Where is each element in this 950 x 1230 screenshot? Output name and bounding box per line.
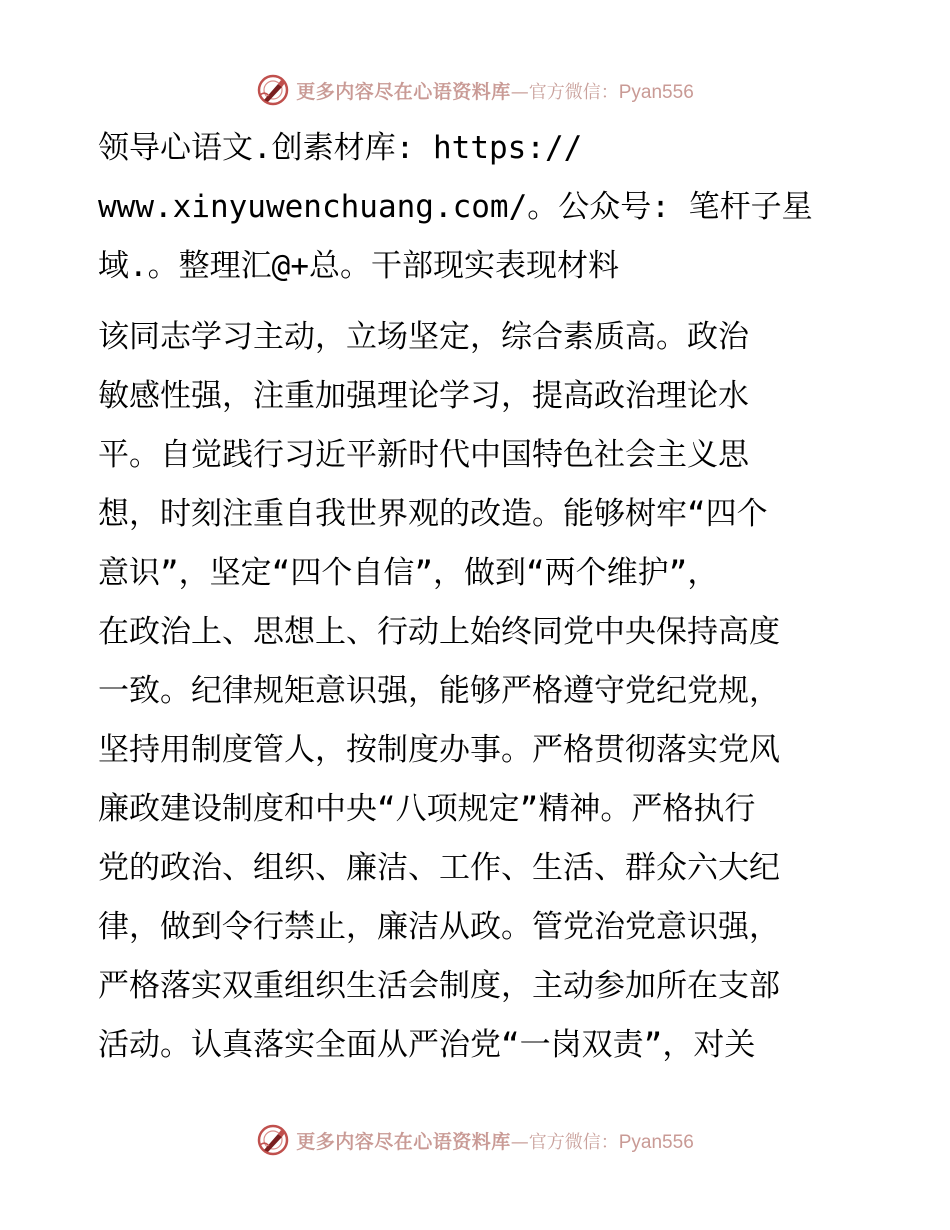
body-line: 廉政建设制度和中央“八项规定”精神。严格执行 bbox=[98, 791, 756, 827]
banner-handle-text: Pyan556 bbox=[618, 81, 694, 103]
body-line: 律，做到令行禁止，廉洁从政。管党治党意识强， bbox=[98, 909, 780, 945]
pen-nib-logo-icon bbox=[256, 1123, 290, 1157]
banner-main-text: 更多内容尽在心语资料库 bbox=[296, 1130, 511, 1153]
body-line: 党的政治、组织、廉洁、工作、生活、群众六大纪 bbox=[98, 850, 780, 886]
document-body-paragraph bbox=[98, 308, 858, 1075]
body-line: 活动。认真落实全面从严治党“一岗双责”，对关 bbox=[98, 1027, 756, 1063]
banner-text bbox=[296, 77, 694, 104]
body-line: 坚持用制度管人，按制度办事。严格贯彻落实党风 bbox=[98, 732, 780, 768]
body-line: 一致。纪律规矩意识强，能够严格遵守党纪党规， bbox=[98, 673, 780, 709]
title-line: 领导心语文.创素材库: https:// bbox=[98, 130, 583, 166]
header-banner bbox=[0, 68, 950, 112]
title-line: 域.。整理汇@+总。干部现实表现材料 bbox=[98, 248, 619, 284]
footer-banner bbox=[0, 1118, 950, 1162]
body-line: 平。自觉践行习近平新时代中国特色社会主义思 bbox=[98, 437, 749, 473]
body-line: 意识”，坚定“四个自信”，做到“两个维护”， bbox=[98, 555, 719, 591]
banner-sub-text: —官方微信： bbox=[510, 81, 619, 103]
banner-main-text: 更多内容尽在心语资料库 bbox=[296, 80, 511, 103]
pen-nib-logo-icon bbox=[256, 73, 290, 107]
body-line: 该同志学习主动，立场坚定，综合素质高。政治 bbox=[98, 319, 749, 355]
document-title-block bbox=[98, 119, 858, 296]
body-line: 敏感性强，注重加强理论学习，提高政治理论水 bbox=[98, 378, 749, 414]
body-line: 在政治上、思想上、行动上始终同党中央保持高度 bbox=[98, 614, 780, 650]
banner-sub-text: —官方微信： bbox=[510, 1131, 619, 1153]
banner-text bbox=[296, 1127, 694, 1154]
title-line: www.xinyuwenchuang.com/。公众号: 笔杆子星 bbox=[98, 189, 813, 225]
body-line: 严格落实双重组织生活会制度，主动参加所在支部 bbox=[98, 968, 780, 1004]
banner-handle-text: Pyan556 bbox=[618, 1131, 694, 1153]
body-line: 想，时刻注重自我世界观的改造。能够树牢“四个 bbox=[98, 496, 768, 532]
